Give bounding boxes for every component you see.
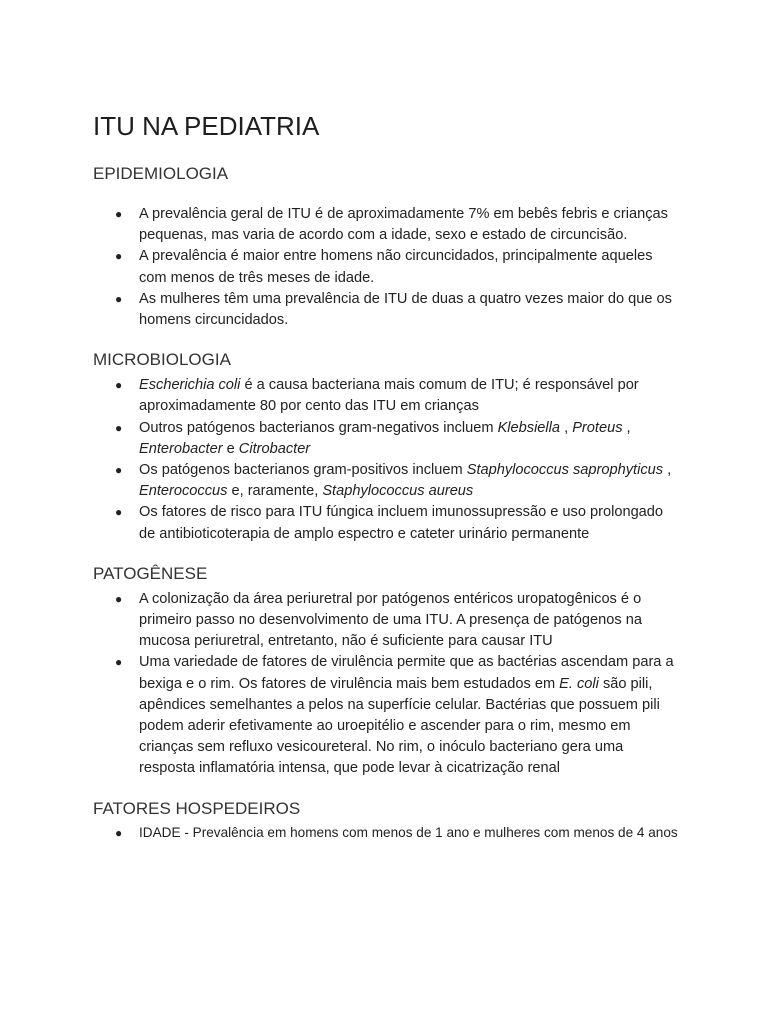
bullet-icon: ● <box>115 249 123 264</box>
list-item: ● A colonização da área periuretral por patógenos entéricos uropatogênicos é o primeiro passo no desenvolvimento de uma ITU. A presença de patógenos na mucosa periuretral, entretanto, não é suficiente para causar ITU <box>115 590 642 650</box>
section-heading-fatores-hospedeiros: FATORES HOSPEDEIROS <box>93 798 301 818</box>
list-fatores-hospedeiros <box>93 824 678 842</box>
bullet-icon: ● <box>115 505 123 520</box>
list-epidemiologia <box>93 204 678 331</box>
section-patogenese <box>93 563 678 780</box>
list-item: ● Uma variedade de fatores de virulência permite que as bactérias ascendam para a bexiga e o rim. Os fatores de virulência mais bem estudados em E. coli são pili, apêndices semelhantes a pelos na superfície celular. Bactérias que possuem pili podem aderir efetivamente ao uroepitélio e ascender para o rim, mesmo em crianças sem refluxo vesicoureteral. No rim, o inóculo bacteriano gera uma resposta inflamatória intensa, que pode levar à cicatrização renal <box>115 654 674 777</box>
section-epidemiologia <box>93 163 678 331</box>
list-item: ● Escherichia coli é a causa bacteriana mais comum de ITU; é responsável por aproximadamente 80 por cento das ITU em crianças <box>115 377 639 415</box>
section-heading-epidemiologia: EPIDEMIOLOGIA <box>93 164 229 183</box>
section-heading-patogenese: PATOGÊNESE <box>93 563 208 583</box>
list-item: ● Os fatores de risco para ITU fúngica incluem imunossupressão e uso prolongado de antibioticoterapia de amplo espectro e cateter urinário permanente <box>115 504 664 542</box>
list-item: ● A prevalência é maior entre homens não circuncidados, principalmente aqueles com menos de três meses de idade. <box>115 248 653 286</box>
list-item: ● IDADE - Prevalência em homens com menos de 1 ano e mulheres com menos de 4 anos <box>115 824 678 840</box>
bullet-icon: ● <box>115 420 123 435</box>
bullet-icon: ● <box>115 591 123 606</box>
list-item: ● Os patógenos bacterianos gram-positivos incluem Staphylococcus saprophyticus , Enterococcus e, raramente, Staphylococcus aureus <box>115 462 672 500</box>
section-microbiologia <box>93 349 678 545</box>
list-microbiologia <box>93 375 678 545</box>
bullet-icon: ● <box>115 825 123 840</box>
list-item: ● A prevalência geral de ITU é de aproximadamente 7% em bebês febris e crianças pequenas, mas varia de acordo com a idade, sexo e estado de circuncisão. <box>115 206 668 244</box>
section-fatores-hospedeiros <box>93 798 678 842</box>
list-item: ● Outros patógenos bacterianos gram-negativos incluem Klebsiella , Proteus , Enterobacter e Citrobacter <box>115 419 631 457</box>
document-title: ITU NA PEDIATRIA <box>93 111 320 141</box>
list-patogenese <box>93 589 678 780</box>
bullet-icon: ● <box>115 207 123 221</box>
bullet-icon: ● <box>115 378 123 393</box>
bullet-icon: ● <box>115 463 123 478</box>
list-item: ● As mulheres têm uma prevalência de ITU de duas a quatro vezes maior do que os homens circuncidados. <box>115 290 672 329</box>
document-page <box>93 110 678 842</box>
bullet-icon: ● <box>115 291 123 306</box>
section-heading-microbiologia: MICROBIOLOGIA <box>93 350 231 370</box>
bullet-icon: ● <box>115 655 123 670</box>
